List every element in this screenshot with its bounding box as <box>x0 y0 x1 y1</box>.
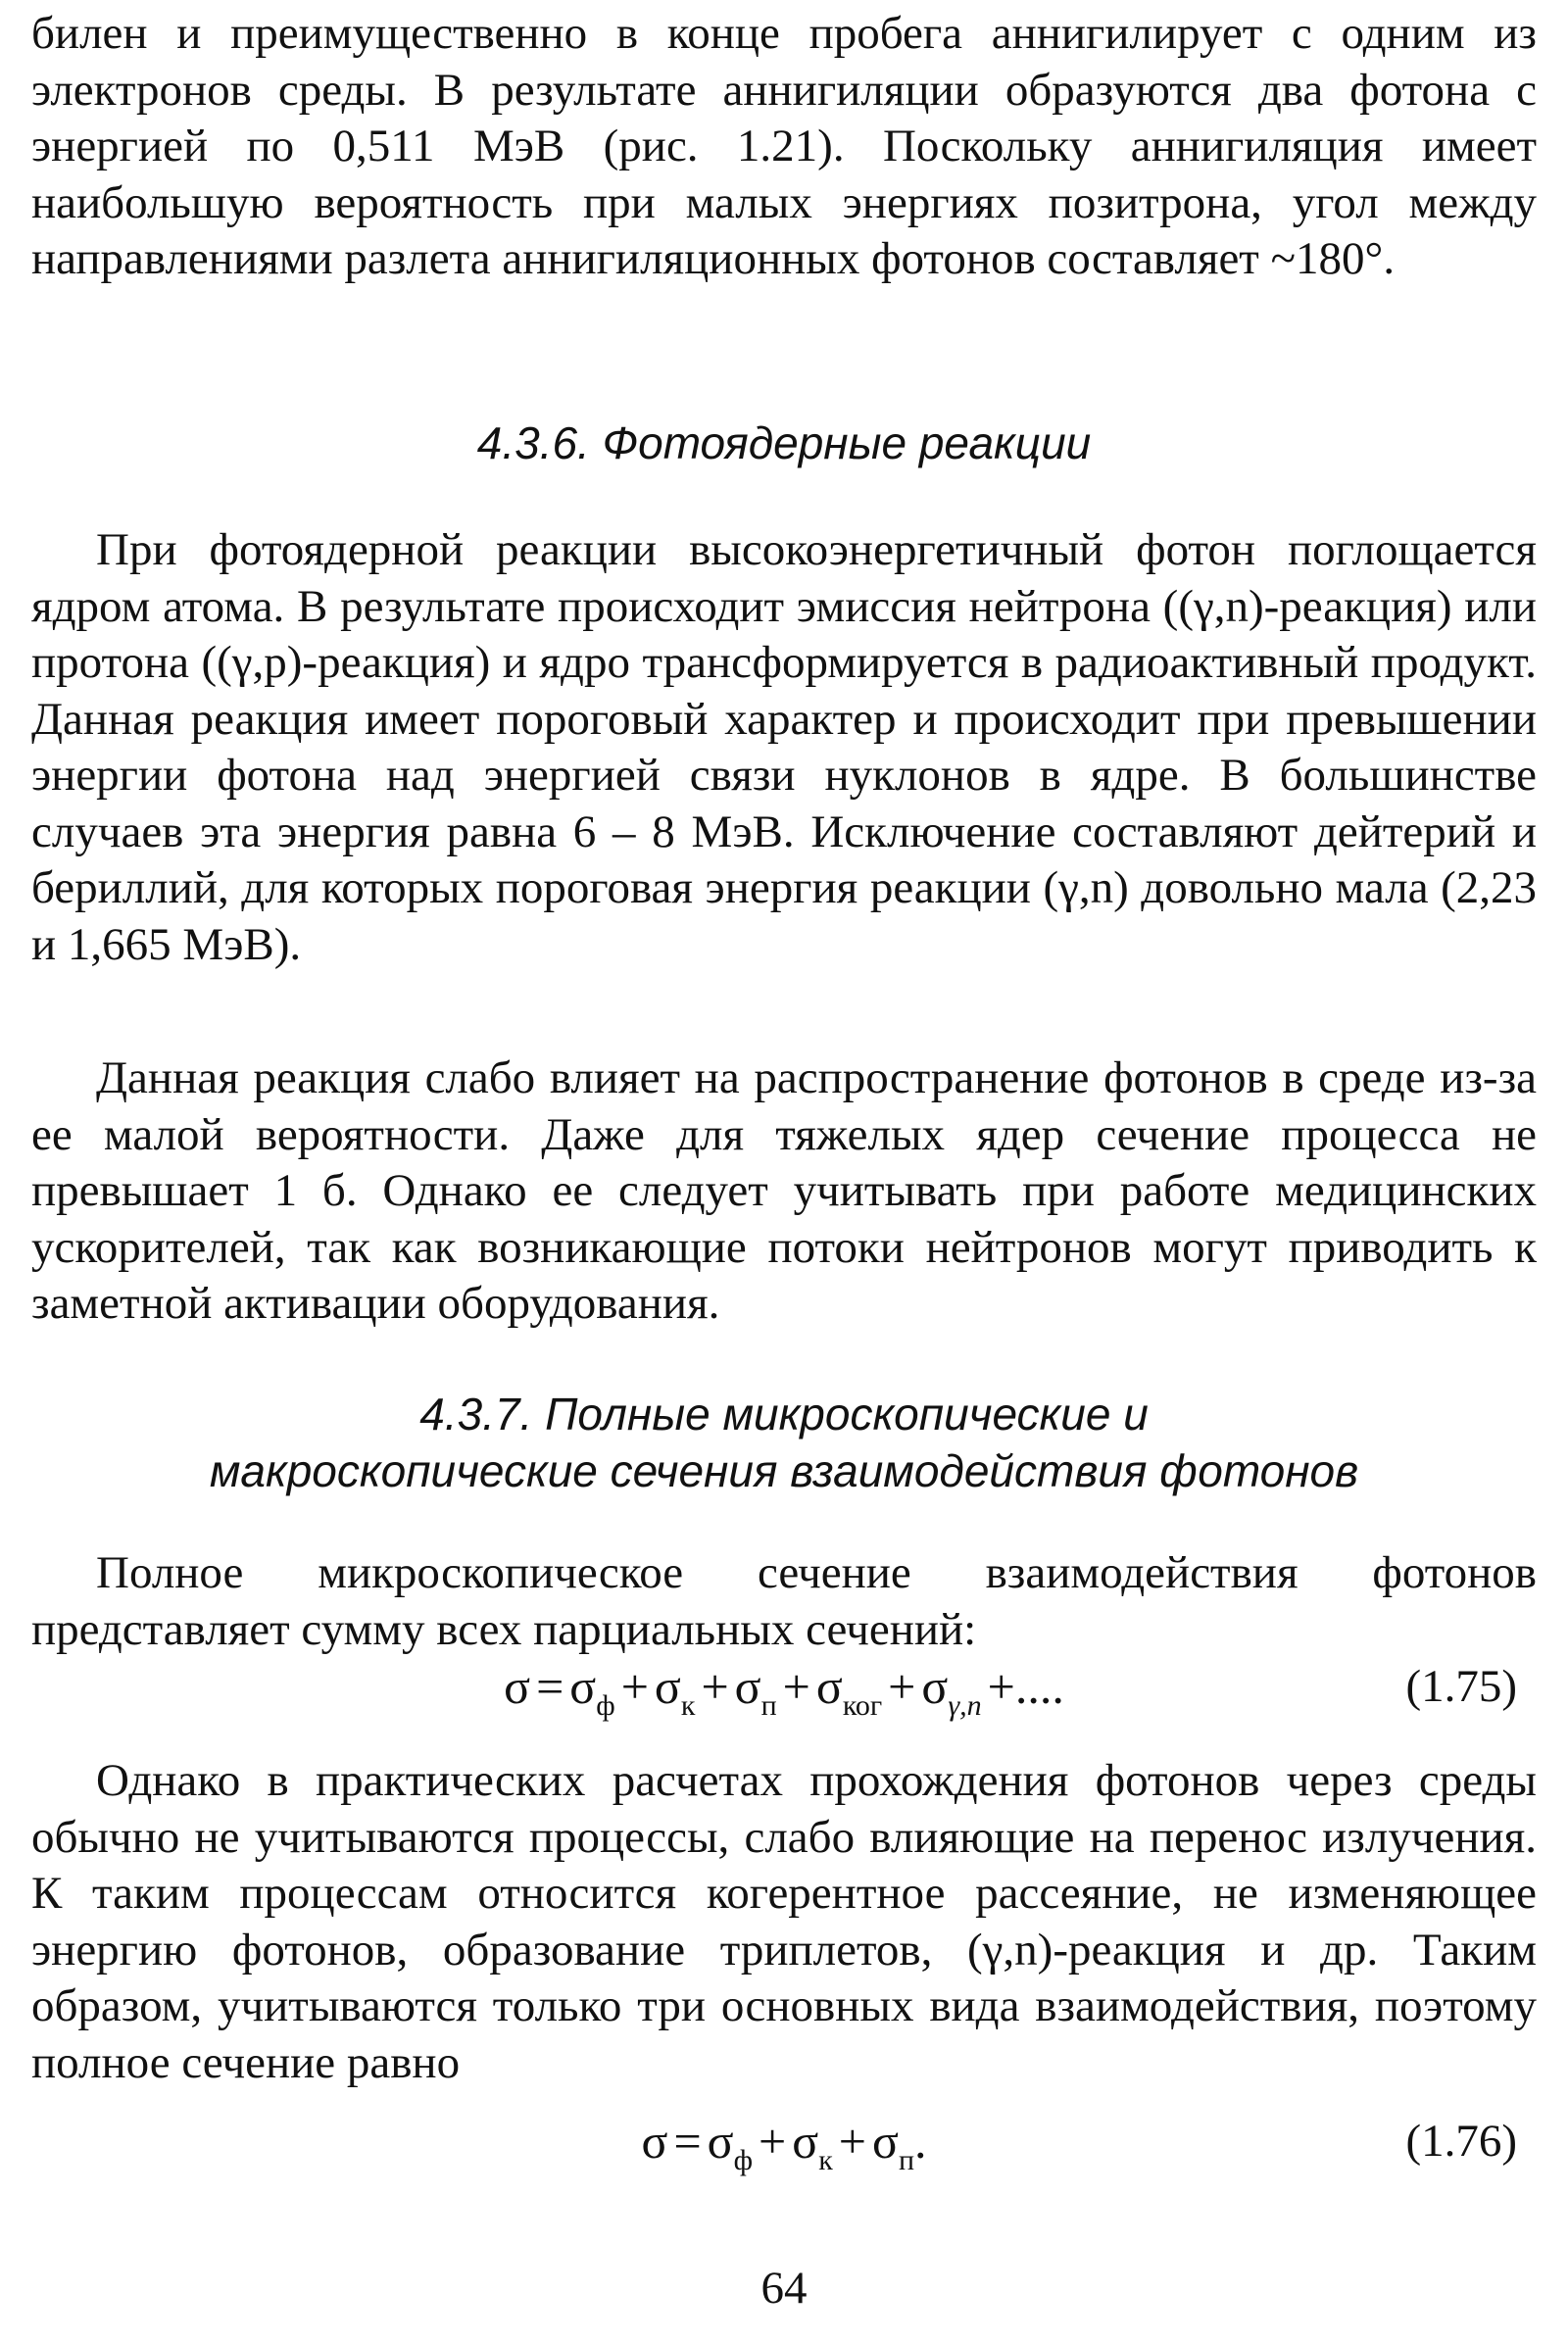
sigma-symbol: σ <box>871 2114 899 2169</box>
plus-sign: + <box>838 2114 866 2169</box>
sigma-symbol: σ <box>734 1659 761 1714</box>
subscript-pair: п <box>898 2144 914 2176</box>
section-heading-line-2: макроскопические сечения взаимодействия фотонов <box>209 1445 1359 1496</box>
paragraph-total-cross-section: Полное микроскопическое сечение взаимодействия фотонов представляет сумму всех парциальных сечений: <box>31 1547 1537 1655</box>
sigma-symbol: σ <box>569 1659 597 1714</box>
sigma-symbol: σ <box>792 2114 819 2169</box>
document-page <box>31 6 1537 2336</box>
equation-1-75-formula <box>31 1656 1537 1722</box>
equals-sign: = <box>673 2114 702 2169</box>
plus-sign: + <box>759 2114 787 2169</box>
plus-sign: + <box>888 1659 916 1714</box>
sigma-symbol: σ <box>921 1659 949 1714</box>
equation-tail: +.... <box>987 1659 1064 1714</box>
paragraph-practical-calculations: Однако в практических расчетах прохождения фотонов через среды обычно не учитываются процессы, слабо влияющие на перенос излучения. К таким процессам относится когерентное рассеяние, не изменяющее энергию фотонов, образование триплетов, (γ,n)-реакция и др. Таким образом, учитываются только три основных вида взаимодействия, поэтому полное сечение равно <box>31 1755 1537 2088</box>
equation-number: (1.76) <box>1405 2116 1517 2167</box>
equation-end-period: . <box>914 2114 927 2169</box>
paragraph-photonuclear-reaction: При фотоядерной реакции высокоэнергетичный фотон поглощается ядром атома. В результате происходит эмиссия нейтрона ((γ,n)-реакция) или протона ((γ,p)-реакция) и ядро трансформируется в радиоактивный продукт. Данная реакция имеет пороговый характер и происходит при превышении энергии фотона над энергией связи нуклонов в ядре. В большинстве случаев эта энергия равна 6 – 8 МэВ. Исключение составляют дейтерий и бериллий, для которых пороговая энергия реакции (γ,n) довольно мала (2,23 и 1,665 МэВ). <box>31 524 1537 970</box>
equation-1-76-formula <box>31 2111 1537 2176</box>
equation-number: (1.75) <box>1405 1661 1517 1712</box>
section-heading-cross-sections <box>31 1386 1537 1499</box>
page-number: 64 <box>760 2263 808 2314</box>
plus-sign: + <box>620 1659 649 1714</box>
equals-sign: = <box>536 1659 564 1714</box>
subscript-photo: ф <box>733 2144 754 2176</box>
sigma-symbol: σ <box>504 1659 531 1714</box>
sigma-symbol: σ <box>707 2114 734 2169</box>
paragraph-reaction-influence: Данная реакция слабо влияет на распространение фотонов в среде из-за ее малой вероятности. Даже для тяжелых ядер сечение процесса не превышает 1 б. Однако ее следует учитывать при работе медицинских ускорителей, так как возникающие потоки нейтронов могут приводить к заметной активации оборудования. <box>31 1052 1537 1329</box>
subscript-compton: к <box>818 2144 833 2176</box>
section-heading-photonuclear: 4.3.6. Фотоядерные реакции <box>476 417 1092 468</box>
subscript-photo: ф <box>596 1689 615 1722</box>
paragraph-annihilation: билен и преимущественно в конце пробега аннигилирует с одним из электронов среды. В результате аннигиляции образуются два фотона с энергией по 0,511 МэВ (рис. 1.21). Поскольку аннигиляция имеет наибольшую вероятность при малых энергиях позитрона, угол между направлениями разлета аннигиляционных фотонов составляет ~180°. <box>31 8 1537 284</box>
sigma-symbol: σ <box>815 1659 843 1714</box>
equation-1-76 <box>31 2111 1537 2176</box>
subscript-gamma-n: γ,n <box>948 1689 982 1722</box>
equation-1-75 <box>31 1656 1537 1722</box>
section-heading-line-1: 4.3.7. Полные микроскопические и <box>419 1389 1149 1439</box>
plus-sign: + <box>701 1659 729 1714</box>
subscript-compton: к <box>680 1689 696 1722</box>
plus-sign: + <box>782 1659 810 1714</box>
sigma-symbol: σ <box>641 2114 668 2169</box>
subscript-pair: п <box>760 1689 777 1722</box>
sigma-symbol: σ <box>654 1659 681 1714</box>
subscript-coherent: ког <box>842 1689 883 1722</box>
